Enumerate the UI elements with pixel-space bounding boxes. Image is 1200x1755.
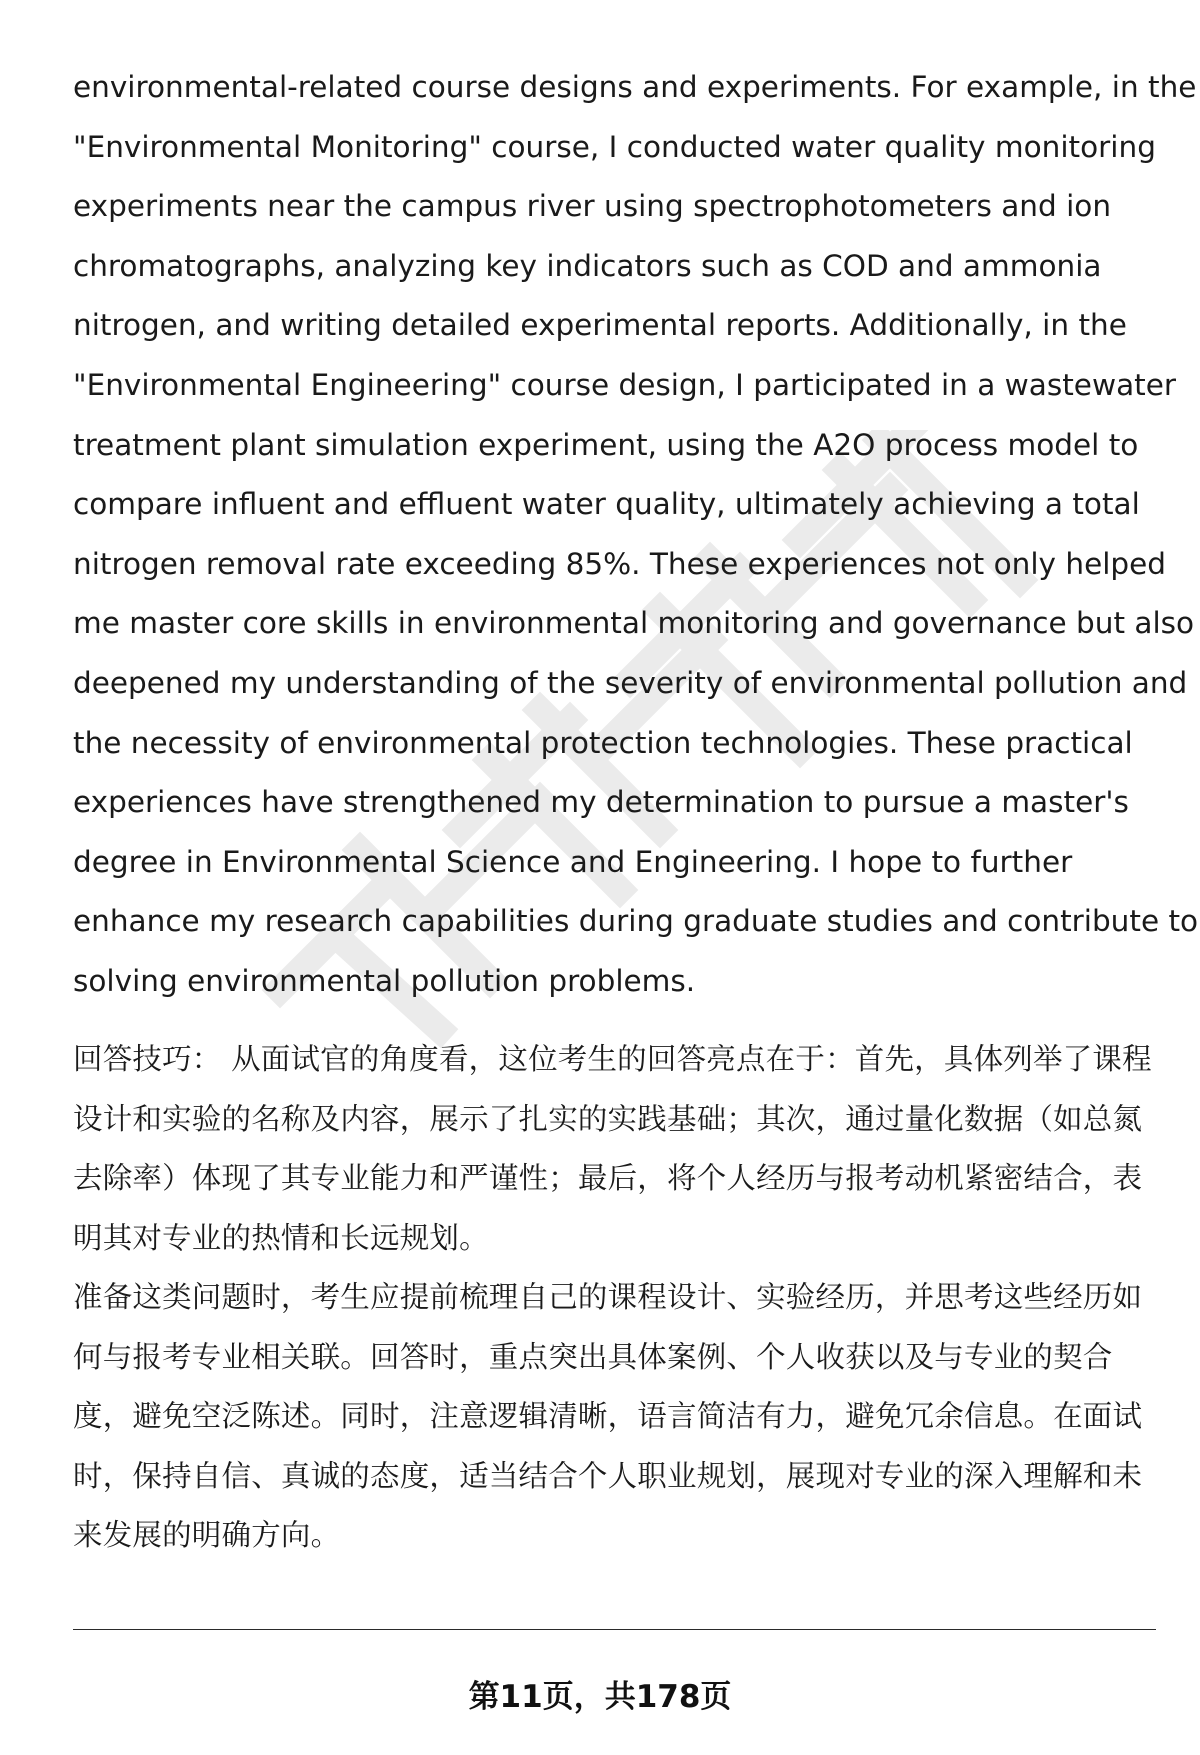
answer-line: nitrogen removal rate exceeding 85%. These experiences not only helped [73, 546, 1167, 581]
answer-line: compare influent and effluent water quality, ultimately achieving a total [73, 487, 1140, 522]
page-number: 第11页，共178页 [468, 1679, 732, 1715]
tips-line: 回答技巧： 从面试官的角度看，这位考生的回答亮点在于：首先，具体列举了课程 [73, 1042, 1152, 1076]
tips-line: 设计和实验的名称及内容，展示了扎实的实践基础；其次，通过量化数据（如总氮 [73, 1101, 1143, 1136]
tips-line: 来发展的明确方向。 [73, 1518, 341, 1553]
answer-line: "Environmental Engineering" course design, I participated in a wastewater [73, 367, 1177, 402]
answer-line: nitrogen, and writing detailed experimental reports. Additionally, in the [73, 308, 1127, 343]
tips-line: 时，保持自信、真诚的态度，适当结合个人职业规划，展现对专业的深入理解和未 [73, 1458, 1143, 1493]
tips-line: 何与报考专业相关联。回答时，重点突出具体案例、个人收获以及与专业的契合 [73, 1339, 1113, 1374]
answer-line: experiences have strengthened my determination to pursue a master's [73, 785, 1129, 820]
tips-paragraph-1 [73, 1030, 1163, 1268]
tips-paragraph-2 [73, 1268, 1163, 1566]
tips-line: 去除率）体现了其专业能力和严谨性；最后，将个人经历与报考动机紧密结合，表 [73, 1161, 1143, 1196]
answer-line: enhance my research capabilities during graduate studies and contribute to [73, 904, 1199, 939]
answer-line: degree in Environmental Science and Engineering. I hope to further [73, 844, 1073, 879]
tips-line: 度，避免空泛陈述。同时，注意逻辑清晰，语言简洁有力，避免冗余信息。在面试 [73, 1399, 1143, 1434]
answer-line: the necessity of environmental protection technologies. These practical [73, 725, 1133, 760]
answer-line: solving environmental pollution problems. [73, 963, 696, 998]
answer-line: "Environmental Monitoring" course, I conducted water quality monitoring [73, 129, 1156, 164]
answer-line: deepened my understanding of the severity of environmental pollution and [73, 665, 1188, 700]
answer-line: environmental-related course designs and experiments. For example, in the [73, 70, 1197, 104]
tips-line: 准备这类问题时，考生应提前梳理自己的课程设计、实验经历，并思考这些经历如 [73, 1280, 1143, 1314]
answer-text [73, 58, 1199, 1012]
answer-line: treatment plant simulation experiment, using the A2O process model to [73, 427, 1139, 462]
answer-line: me master core skills in environmental monitoring and governance but also [73, 606, 1195, 641]
answer-line: experiments near the campus river using spectrophotometers and ion [73, 189, 1112, 224]
footer-divider [73, 1629, 1156, 1630]
answer-line: chromatographs, analyzing key indicators such as COD and ammonia [73, 248, 1102, 283]
tips-line: 明其对专业的热情和长远规划。 [73, 1220, 489, 1255]
answer-paragraph [73, 58, 1199, 1012]
